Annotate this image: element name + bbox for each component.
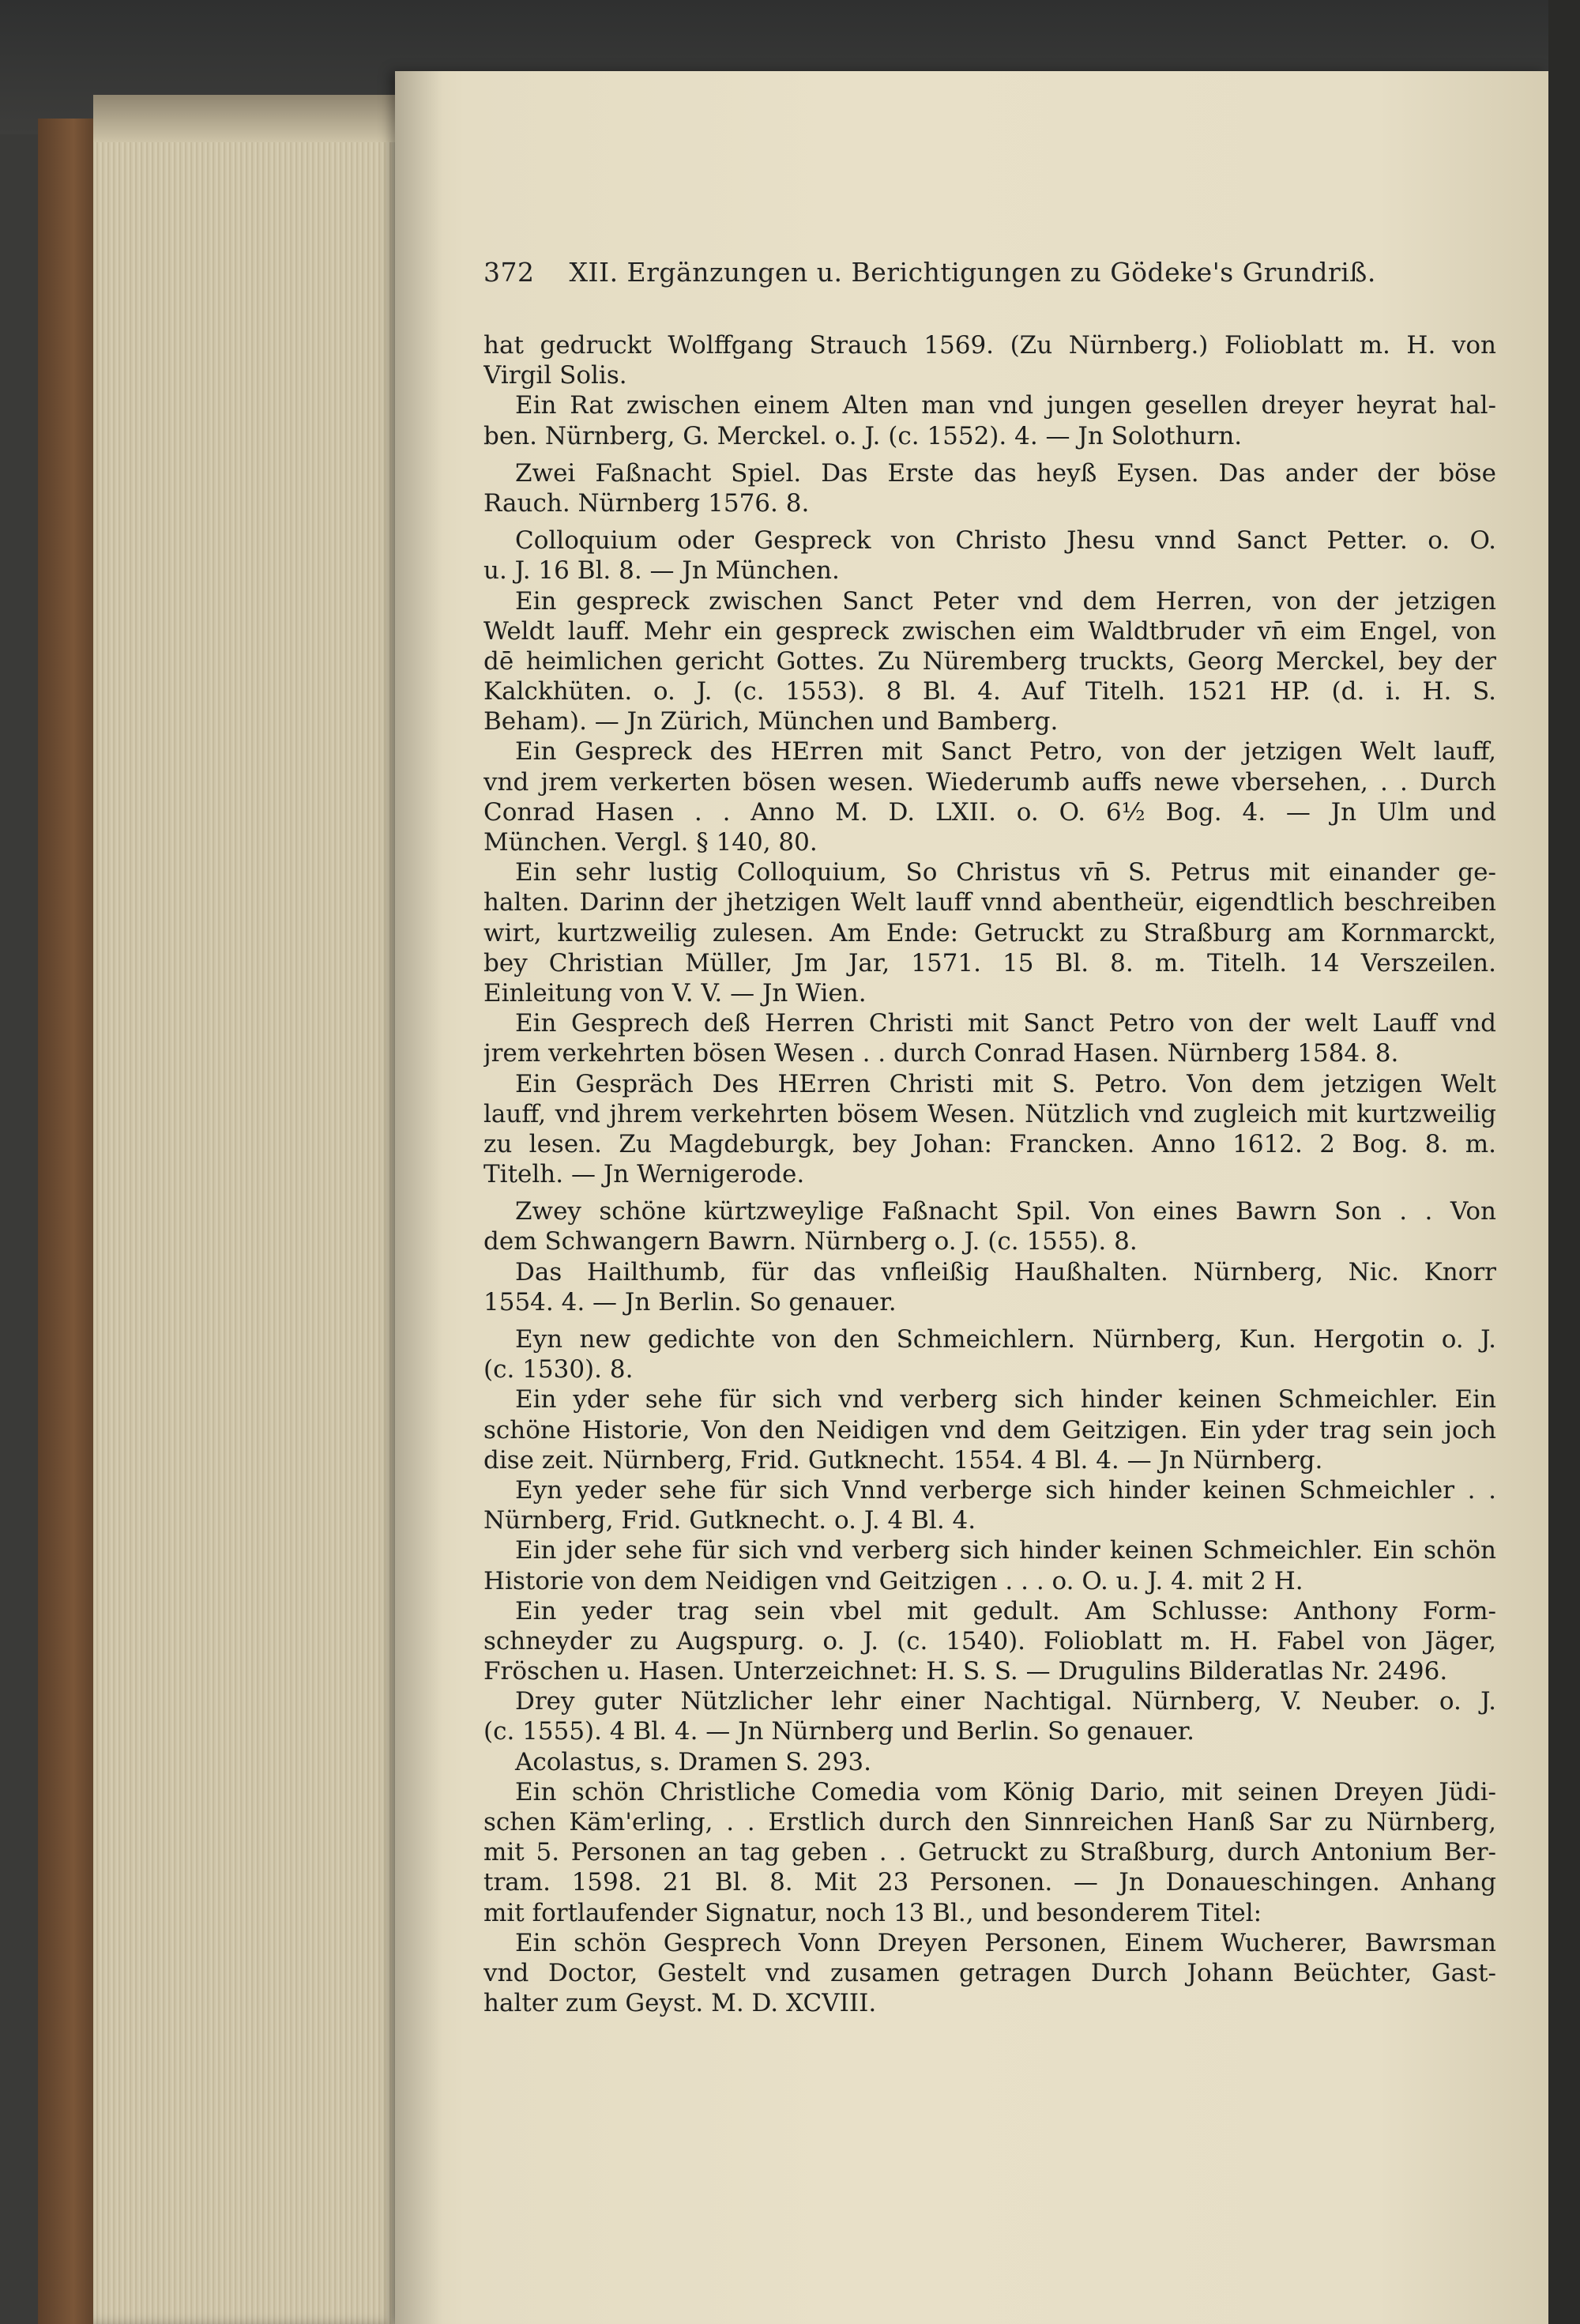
text-line: zu lesen. Zu Magdeburgk, bey Johan: Francken. Anno 1612. 2 Bog. 8. m. (483, 1129, 1496, 1158)
text-line: mit 5. Personen an tag geben . . Getruckt zu Straßburg, durch Antonium Ber- (483, 1838, 1496, 1867)
text-line: Fröschen u. Hasen. Unterzeichnet: H. S. S. — Drugulins Bilderatlas Nr. 2496. (483, 1657, 1448, 1686)
text-line: Eyn new gedichte von den Schmeichlern. Nürnberg, Kun. Hergotin o. J. (515, 1325, 1496, 1354)
text-line: dise zeit. Nürnberg, Frid. Gutknecht. 1554. 4 Bl. 4. — Jn Nürnberg. (483, 1445, 1323, 1475)
page-stack-top (93, 95, 401, 142)
page-body (483, 330, 1496, 2018)
paragraph-gap (483, 451, 1496, 458)
text-line: wirt, kurtzweilig zulesen. Am Ende: Getruckt zu Straßburg am Kornmarckt, (483, 918, 1496, 947)
text-line: schen Käm'erling, . . Erstlich durch den Sinnreichen Hanß Sar zu Nürnberg, (483, 1808, 1496, 1836)
text-line: Eyn yeder sehe für sich Vnnd verberge sich hinder keinen Schmeichler . . (515, 1475, 1496, 1505)
text-line: schneyder zu Augspurg. o. J. (c. 1540). Folioblatt m. H. Fabel von Jäger, (483, 1626, 1496, 1655)
text-line: ben. Nürnberg, G. Merckel. o. J. (c. 1552). 4. — Jn Solothurn. (483, 421, 1243, 450)
text-line: lauff, vnd jhrem verkehrten bösem Wesen. Nützlich vnd zugleich mit kurtzweilig (483, 1099, 1496, 1128)
text-line: halter zum Geyst. M. D. XCVIII. (483, 1989, 877, 2018)
text-line: Nürnberg, Frid. Gutknecht. o. J. 4 Bl. 4. (483, 1506, 976, 1535)
text-line: dē heimlichen gericht Gottes. Zu Nüremberg truckts, Georg Merckel, bey der (483, 646, 1496, 676)
text-line: Conrad Hasen . . Anno M. D. LXII. o. O. 6½ Bog. 4. — Jn Ulm und (483, 797, 1496, 827)
text-line: Drey guter Nützlicher lehr einer Nachtigal. Nürnberg, V. Neuber. o. J. (515, 1687, 1496, 1716)
text-line: Colloquium oder Gespreck von Christo Jhesu vnnd Sanct Petter. o. O. (515, 526, 1496, 556)
text-line: Rauch. Nürnberg 1576. 8. (483, 488, 810, 518)
text-line: jrem verkehrten bösen Wesen . . durch Conrad Hasen. Nürnberg 1584. 8. (483, 1039, 1399, 1068)
text-line: 1554. 4. — Jn Berlin. So genauer. (483, 1287, 897, 1316)
text-line: tram. 1598. 21 Bl. 8. Mit 23 Personen. — Jn Donaueschingen. Anhang (483, 1868, 1496, 1897)
text-line: Ein Gespräch Des HErren Christi mit S. Petro. Von dem jetzigen Welt (515, 1069, 1496, 1098)
paragraph-gap (483, 518, 1496, 525)
text-line: Kalckhüten. o. J. (c. 1553). 8 Bl. 4. Auf Titelh. 1521 HP. (d. i. H. S. (483, 677, 1496, 706)
page-number: 372 (483, 257, 535, 288)
paragraph-gap (483, 1317, 1496, 1324)
text-line: Zwei Faßnacht Spiel. Das Erste das heyß Eysen. Das ander der böse (515, 458, 1496, 488)
text-line: München. Vergl. § 140, 80. (483, 828, 818, 857)
text-line: Ein Rat zwischen einem Alten man vnd jungen gesellen dreyer heyrat hal- (515, 391, 1496, 420)
text-line: Ein jder sehe für sich vnd verberg sich hinder keinen Schmeichler. Ein schön (515, 1536, 1496, 1565)
page-stack (93, 95, 401, 2324)
text-line: mit fortlaufender Signatur, noch 13 Bl., und besonderem Titel: (483, 1898, 1262, 1927)
text-line: (c. 1555). 4 Bl. 4. — Jn Nürnberg und Berlin. So genauer. (483, 1717, 1194, 1746)
text-line: dem Schwangern Bawrn. Nürnberg o. J. (c. 1555). 8. (483, 1227, 1138, 1256)
text-line: Einleitung von V. V. — Jn Wien. (483, 978, 867, 1008)
running-head (483, 257, 1503, 288)
text-line: Ein Gespreck des HErren mit Sanct Petro, von der jetzigen Welt lauff, (515, 737, 1496, 767)
text-line: Acolastus, s. Dramen S. 293. (515, 1747, 871, 1776)
text-line: Das Hailthumb, für das vnfleißig Haußhalten. Nürnberg, Nic. Knorr (515, 1257, 1496, 1286)
text-line: Weldt lauff. Mehr ein gespreck zwischen eim Waldtbruder vn̄ eim Engel, von (483, 616, 1496, 646)
text-line: Zwey schöne kürtzweylige Faßnacht Spil. Von eines Bawrn Son . . Von (515, 1197, 1496, 1226)
text-line: hat gedruckt Wolffgang Strauch 1569. (Zu Nürnberg.) Folioblatt m. H. von (483, 331, 1496, 360)
text-line: Beham). — Jn Zürich, München und Bamberg. (483, 707, 1059, 736)
text-line: vnd Doctor, Gestelt vnd zusamen getragen Durch Johann Beüchter, Gast- (483, 1958, 1496, 1987)
paragraph-gap (483, 1189, 1496, 1196)
text-line: Ein yder sehe für sich vnd verberg sich hinder keinen Schmeichler. Ein (515, 1385, 1496, 1414)
text-line: Titelh. — Jn Wernigerode. (483, 1160, 805, 1189)
text-line: Ein Gesprech deß Herren Christi mit Sanct Petro von der welt Lauff vnd (515, 1009, 1496, 1038)
text-line: (c. 1530). 8. (483, 1355, 634, 1384)
text-line: vnd jrem verkerten bösen wesen. Wiederumb auffs newe vbersehen, . . Durch (483, 767, 1496, 797)
text-line: Virgil Solis. (483, 361, 627, 390)
text-line: bey Christian Müller, Jm Jar, 1571. 15 Bl. 8. m. Titelh. 14 Verszeilen. (483, 948, 1496, 977)
running-title: XII. Ergänzungen u. Berichtigungen zu Gödeke's Grundriß. (569, 257, 1376, 288)
text-line: u. J. 16 Bl. 8. — Jn München. (483, 556, 840, 586)
right-edge-shadow (1548, 0, 1580, 2324)
text-line: Ein schön Christliche Comedia vom König Dario, mit seinen Dreyen Jüdi- (515, 1777, 1496, 1806)
text-line: schöne Historie, Von den Neidigen vnd dem Geitzigen. Ein yder trag sein joch (483, 1415, 1496, 1444)
gutter-shadow (395, 71, 442, 2324)
text-line: Historie von dem Neidigen vnd Geitzigen . . . o. O. u. J. 4. mit 2 H. (483, 1566, 1304, 1595)
text-line: Ein gespreck zwischen Sanct Peter vnd dem Herren, von der jetzigen (515, 586, 1496, 616)
text-line: Ein schön Gesprech Vonn Dreyen Personen, Einem Wucherer, Bawrsman (515, 1928, 1496, 1957)
text-line: Ein sehr lustig Colloquium, So Christus vn̄ S. Petrus mit einander ge- (515, 858, 1496, 887)
text-line: Ein yeder trag sein vbel mit gedult. Am Schlusse: Anthony Form- (515, 1596, 1496, 1625)
text-line: halten. Darinn der jhetzigen Welt lauff vnnd abentheür, eigendtlich beschreiben (483, 888, 1496, 917)
